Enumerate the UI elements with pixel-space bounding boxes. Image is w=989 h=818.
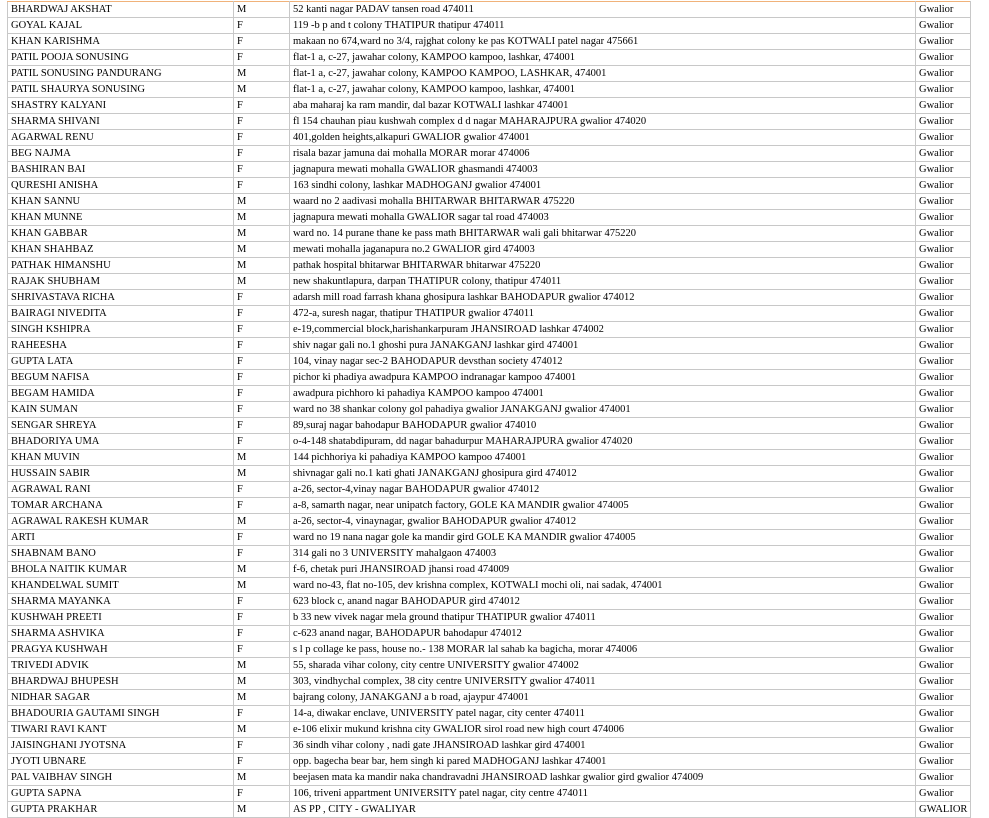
address-cell[interactable]: b 33 new vivek nagar mela ground thatipur THATIPUR gwalior 474011 bbox=[290, 610, 916, 626]
address-cell[interactable]: flat-1 a, c-27, jawahar colony, KAMPOO KAMPOO, LASHKAR, 474001 bbox=[290, 66, 916, 82]
address-cell[interactable]: 303, vindhychal complex, 38 city centre UNIVERSITY gwalior 474011 bbox=[290, 674, 916, 690]
address-cell[interactable]: 89,suraj nagar bahodapur BAHODAPUR gwalior 474010 bbox=[290, 418, 916, 434]
table-row bbox=[8, 658, 971, 674]
gender-cell[interactable]: F bbox=[234, 146, 290, 162]
gender-cell[interactable]: M bbox=[234, 450, 290, 466]
table-row bbox=[8, 194, 971, 210]
city-cell[interactable]: Gwalior bbox=[916, 482, 971, 498]
address-cell[interactable]: c-623 anand nagar, BAHODAPUR bahodapur 474012 bbox=[290, 626, 916, 642]
table-row bbox=[8, 546, 971, 562]
table-row bbox=[8, 322, 971, 338]
gender-cell[interactable]: M bbox=[234, 2, 290, 18]
address-cell[interactable]: pathak hospital bhitarwar BHITARWAR bhitarwar 475220 bbox=[290, 258, 916, 274]
gender-cell[interactable]: M bbox=[234, 690, 290, 706]
table-body bbox=[8, 2, 971, 818]
city-cell[interactable]: Gwalior bbox=[916, 50, 971, 66]
address-cell[interactable]: 401,golden heights,alkapuri GWALIOR gwalior 474001 bbox=[290, 130, 916, 146]
name-cell[interactable]: BEGUM NAFISA bbox=[8, 370, 234, 386]
table-row bbox=[8, 626, 971, 642]
city-cell[interactable]: Gwalior bbox=[916, 338, 971, 354]
city-cell[interactable]: Gwalior bbox=[916, 674, 971, 690]
address-cell[interactable]: new shakuntlapura, darpan THATIPUR colony, thatipur 474011 bbox=[290, 274, 916, 290]
city-cell[interactable]: Gwalior bbox=[916, 146, 971, 162]
address-cell[interactable]: 55, sharada vihar colony, city centre UNIVERSITY gwalior 474002 bbox=[290, 658, 916, 674]
gender-cell[interactable]: M bbox=[234, 770, 290, 786]
city-cell[interactable]: Gwalior bbox=[916, 226, 971, 242]
city-cell[interactable]: GWALIOR bbox=[916, 802, 971, 818]
table-row bbox=[8, 642, 971, 658]
table-row bbox=[8, 258, 971, 274]
address-cell[interactable]: flat-1 a, c-27, jawahar colony, KAMPOO kampoo, lashkar, 474001 bbox=[290, 82, 916, 98]
address-cell[interactable]: 163 sindhi colony, lashkar MADHOGANJ gwalior 474001 bbox=[290, 178, 916, 194]
address-cell[interactable]: e-106 elixir mukund krishna city GWALIOR sirol road new high court 474006 bbox=[290, 722, 916, 738]
gender-cell[interactable]: M bbox=[234, 674, 290, 690]
table-row bbox=[8, 18, 971, 34]
city-cell[interactable]: Gwalior bbox=[916, 738, 971, 754]
city-cell[interactable]: Gwalior bbox=[916, 98, 971, 114]
city-cell[interactable]: Gwalior bbox=[916, 34, 971, 50]
name-cell[interactable]: SHRIVASTAVA RICHA bbox=[8, 290, 234, 306]
gender-cell[interactable]: F bbox=[234, 114, 290, 130]
name-cell[interactable]: KHAN SANNU bbox=[8, 194, 234, 210]
name-cell[interactable]: KHAN MUVIN bbox=[8, 450, 234, 466]
address-cell[interactable]: flat-1 a, c-27, jawahar colony, KAMPOO kampoo, lashkar, 474001 bbox=[290, 50, 916, 66]
gender-cell[interactable]: F bbox=[234, 642, 290, 658]
name-cell[interactable]: AGARWAL RENU bbox=[8, 130, 234, 146]
name-cell[interactable]: KHAN MUNNE bbox=[8, 210, 234, 226]
name-cell[interactable]: BASHIRAN BAI bbox=[8, 162, 234, 178]
address-cell[interactable]: ward no. 14 purane thane ke pass math BHITARWAR wali gali bhitarwar 475220 bbox=[290, 226, 916, 242]
name-cell[interactable]: PATIL POOJA SONUSING bbox=[8, 50, 234, 66]
city-cell[interactable]: Gwalior bbox=[916, 242, 971, 258]
address-cell[interactable]: 472-a, suresh nagar, thatipur THATIPUR gwalior 474011 bbox=[290, 306, 916, 322]
name-cell[interactable]: BHARDWAJ AKSHAT bbox=[8, 2, 234, 18]
city-cell[interactable]: Gwalior bbox=[916, 258, 971, 274]
address-cell[interactable]: jagnapura mewati mohalla GWALIOR sagar tal road 474003 bbox=[290, 210, 916, 226]
name-cell[interactable]: SENGAR SHREYA bbox=[8, 418, 234, 434]
name-cell[interactable]: PRAGYA KUSHWAH bbox=[8, 642, 234, 658]
name-cell[interactable]: SHARMA MAYANKA bbox=[8, 594, 234, 610]
address-cell[interactable]: shivnagar gali no.1 kati ghati JANAKGANJ ghosipura gird 474012 bbox=[290, 466, 916, 482]
gender-cell[interactable]: F bbox=[234, 482, 290, 498]
name-cell[interactable]: SHARMA SHIVANI bbox=[8, 114, 234, 130]
name-cell[interactable]: PATIL SONUSING PANDURANG bbox=[8, 66, 234, 82]
address-cell[interactable]: 36 sindh vihar colony , nadi gate JHANSIROAD lashkar gird 474001 bbox=[290, 738, 916, 754]
name-cell[interactable]: SHABNAM BANO bbox=[8, 546, 234, 562]
name-cell[interactable]: BHADOURIA GAUTAMI SINGH bbox=[8, 706, 234, 722]
name-cell[interactable]: KHANDELWAL SUMIT bbox=[8, 578, 234, 594]
address-cell[interactable]: pichor ki phadiya awadpura KAMPOO indranagar kampoo 474001 bbox=[290, 370, 916, 386]
table-row bbox=[8, 306, 971, 322]
city-cell[interactable]: Gwalior bbox=[916, 466, 971, 482]
table-row bbox=[8, 754, 971, 770]
table-row bbox=[8, 178, 971, 194]
table-row bbox=[8, 514, 971, 530]
address-cell[interactable]: makaan no 674,ward no 3/4, rajghat colony ke pas KOTWALI patel nagar 475661 bbox=[290, 34, 916, 50]
address-cell[interactable]: a-26, sector-4, vinaynagar, gwalior BAHODAPUR gwalior 474012 bbox=[290, 514, 916, 530]
gender-cell[interactable]: M bbox=[234, 274, 290, 290]
address-cell[interactable]: 52 kanti nagar PADAV tansen road 474011 bbox=[290, 2, 916, 18]
address-cell[interactable]: f-6, chetak puri JHANSIROAD jhansi road 474009 bbox=[290, 562, 916, 578]
address-cell[interactable]: ward no 38 shankar colony gol pahadiya gwalior JANAKGANJ gwalior 474001 bbox=[290, 402, 916, 418]
gender-cell[interactable]: F bbox=[234, 418, 290, 434]
city-cell[interactable]: Gwalior bbox=[916, 786, 971, 802]
city-cell[interactable]: Gwalior bbox=[916, 274, 971, 290]
gender-cell[interactable]: F bbox=[234, 50, 290, 66]
table-row bbox=[8, 706, 971, 722]
table-row bbox=[8, 498, 971, 514]
gender-cell[interactable]: M bbox=[234, 722, 290, 738]
name-cell[interactable]: KAIN SUMAN bbox=[8, 402, 234, 418]
table-row bbox=[8, 226, 971, 242]
table-row bbox=[8, 466, 971, 482]
gender-cell[interactable]: F bbox=[234, 546, 290, 562]
name-cell[interactable]: TOMAR ARCHANA bbox=[8, 498, 234, 514]
name-cell[interactable]: QURESHI ANISHA bbox=[8, 178, 234, 194]
address-cell[interactable]: adarsh mill road farrash khana ghosipura lashkar BAHODAPUR gwalior 474012 bbox=[290, 290, 916, 306]
address-cell[interactable]: a-8, samarth nagar, near unipatch factory, GOLE KA MANDIR gwalior 474005 bbox=[290, 498, 916, 514]
table-row bbox=[8, 450, 971, 466]
address-cell[interactable]: ward no-43, flat no-105, dev krishna complex, KOTWALI mochi oli, nai sadak, 474001 bbox=[290, 578, 916, 594]
gender-cell[interactable]: M bbox=[234, 578, 290, 594]
city-cell[interactable]: Gwalior bbox=[916, 402, 971, 418]
gender-cell[interactable]: M bbox=[234, 66, 290, 82]
address-cell[interactable]: aba maharaj ka ram mandir, dal bazar KOTWALI lashkar 474001 bbox=[290, 98, 916, 114]
name-cell[interactable]: ARTI bbox=[8, 530, 234, 546]
gender-cell[interactable]: F bbox=[234, 706, 290, 722]
name-cell[interactable]: BAIRAGI NIVEDITA bbox=[8, 306, 234, 322]
table-row bbox=[8, 610, 971, 626]
name-cell[interactable]: SHARMA ASHVIKA bbox=[8, 626, 234, 642]
address-cell[interactable]: shiv nagar gali no.1 ghoshi pura JANAKGANJ lashkar gird 474001 bbox=[290, 338, 916, 354]
city-cell[interactable]: Gwalior bbox=[916, 770, 971, 786]
city-cell[interactable]: Gwalior bbox=[916, 498, 971, 514]
address-cell[interactable]: jagnapura mewati mohalla GWALIOR ghasmandi 474003 bbox=[290, 162, 916, 178]
name-cell[interactable]: JYOTI UBNARE bbox=[8, 754, 234, 770]
gender-cell[interactable]: F bbox=[234, 386, 290, 402]
name-cell[interactable]: KHAN KARISHMA bbox=[8, 34, 234, 50]
table-row bbox=[8, 162, 971, 178]
table-row bbox=[8, 146, 971, 162]
city-cell[interactable]: Gwalior bbox=[916, 306, 971, 322]
address-cell[interactable]: 314 gali no 3 UNIVERSITY mahalgaon 474003 bbox=[290, 546, 916, 562]
city-cell[interactable]: Gwalior bbox=[916, 162, 971, 178]
name-cell[interactable]: BHADORIYA UMA bbox=[8, 434, 234, 450]
gender-cell[interactable]: F bbox=[234, 738, 290, 754]
city-cell[interactable]: Gwalior bbox=[916, 370, 971, 386]
address-cell[interactable]: 14-a, diwakar enclave, UNIVERSITY patel nagar, city center 474011 bbox=[290, 706, 916, 722]
gender-cell[interactable]: M bbox=[234, 658, 290, 674]
address-cell[interactable]: 144 pichhoriya ki pahadiya KAMPOO kampoo 474001 bbox=[290, 450, 916, 466]
address-cell[interactable]: risala bazar jamuna dai mohalla MORAR morar 474006 bbox=[290, 146, 916, 162]
table-row bbox=[8, 562, 971, 578]
name-cell[interactable]: GOYAL KAJAL bbox=[8, 18, 234, 34]
name-cell[interactable]: TIWARI RAVI KANT bbox=[8, 722, 234, 738]
city-cell[interactable]: Gwalior bbox=[916, 386, 971, 402]
city-cell[interactable]: Gwalior bbox=[916, 434, 971, 450]
city-cell[interactable]: Gwalior bbox=[916, 290, 971, 306]
table-row bbox=[8, 674, 971, 690]
address-cell[interactable]: 104, vinay nagar sec-2 BAHODAPUR devsthan society 474012 bbox=[290, 354, 916, 370]
name-cell[interactable]: GUPTA SAPNA bbox=[8, 786, 234, 802]
name-cell[interactable]: BHARDWAJ BHUPESH bbox=[8, 674, 234, 690]
gender-cell[interactable]: M bbox=[234, 562, 290, 578]
address-cell[interactable]: o-4-148 shatabdipuram, dd nagar bahadurpur MAHARAJPURA gwalior 474020 bbox=[290, 434, 916, 450]
city-cell[interactable]: Gwalior bbox=[916, 66, 971, 82]
city-cell[interactable]: Gwalior bbox=[916, 610, 971, 626]
name-cell[interactable]: RAHEESHA bbox=[8, 338, 234, 354]
table-row bbox=[8, 370, 971, 386]
table-row bbox=[8, 402, 971, 418]
name-cell[interactable]: RAJAK SHUBHAM bbox=[8, 274, 234, 290]
gender-cell[interactable]: F bbox=[234, 530, 290, 546]
name-cell[interactable]: NIDHAR SAGAR bbox=[8, 690, 234, 706]
city-cell[interactable]: Gwalior bbox=[916, 690, 971, 706]
name-cell[interactable]: GUPTA PRAKHAR bbox=[8, 802, 234, 818]
name-cell[interactable]: KUSHWAH PREETI bbox=[8, 610, 234, 626]
name-cell[interactable]: BEG NAJMA bbox=[8, 146, 234, 162]
table-row bbox=[8, 114, 971, 130]
gender-cell[interactable]: F bbox=[234, 18, 290, 34]
gender-cell[interactable]: F bbox=[234, 786, 290, 802]
address-cell[interactable]: 119 -b p and t colony THATIPUR thatipur 474011 bbox=[290, 18, 916, 34]
gender-cell[interactable]: F bbox=[234, 34, 290, 50]
name-cell[interactable]: GUPTA LATA bbox=[8, 354, 234, 370]
city-cell[interactable]: Gwalior bbox=[916, 450, 971, 466]
gender-cell[interactable]: M bbox=[234, 82, 290, 98]
address-cell[interactable]: a-26, sector-4,vinay nagar BAHODAPUR gwalior 474012 bbox=[290, 482, 916, 498]
table-row bbox=[8, 802, 971, 818]
address-cell[interactable]: waard no 2 aadivasi mohalla BHITARWAR BHITARWAR 475220 bbox=[290, 194, 916, 210]
name-cell[interactable]: PATIL SHAURYA SONUSING bbox=[8, 82, 234, 98]
gender-cell[interactable]: M bbox=[234, 466, 290, 482]
city-cell[interactable]: Gwalior bbox=[916, 658, 971, 674]
city-cell[interactable]: Gwalior bbox=[916, 530, 971, 546]
table-row bbox=[8, 242, 971, 258]
city-cell[interactable]: Gwalior bbox=[916, 178, 971, 194]
gender-cell[interactable]: M bbox=[234, 258, 290, 274]
city-cell[interactable]: Gwalior bbox=[916, 594, 971, 610]
name-cell[interactable]: BEGAM HAMIDA bbox=[8, 386, 234, 402]
city-cell[interactable]: Gwalior bbox=[916, 114, 971, 130]
gender-cell[interactable]: M bbox=[234, 226, 290, 242]
table-row bbox=[8, 274, 971, 290]
city-cell[interactable]: Gwalior bbox=[916, 18, 971, 34]
table-row bbox=[8, 210, 971, 226]
gender-cell[interactable]: F bbox=[234, 434, 290, 450]
city-cell[interactable]: Gwalior bbox=[916, 210, 971, 226]
table-row bbox=[8, 690, 971, 706]
city-cell[interactable]: Gwalior bbox=[916, 754, 971, 770]
gender-cell[interactable]: F bbox=[234, 338, 290, 354]
gender-cell[interactable]: F bbox=[234, 162, 290, 178]
city-cell[interactable]: Gwalior bbox=[916, 562, 971, 578]
gender-cell[interactable]: F bbox=[234, 130, 290, 146]
city-cell[interactable]: Gwalior bbox=[916, 418, 971, 434]
gender-cell[interactable]: F bbox=[234, 98, 290, 114]
address-cell[interactable]: ward no 19 nana nagar gole ka mandir gird GOLE KA MANDIR gwalior 474005 bbox=[290, 530, 916, 546]
table-row bbox=[8, 770, 971, 786]
name-cell[interactable]: HUSSAIN SABIR bbox=[8, 466, 234, 482]
table-row bbox=[8, 722, 971, 738]
name-cell[interactable]: AGRAWAL RANI bbox=[8, 482, 234, 498]
address-cell[interactable]: s l p collage ke pass, house no.- 138 MORAR lal sahab ka bagicha, morar 474006 bbox=[290, 642, 916, 658]
city-cell[interactable]: Gwalior bbox=[916, 514, 971, 530]
address-cell[interactable]: awadpura pichhoro ki pahadiya KAMPOO kampoo 474001 bbox=[290, 386, 916, 402]
gender-cell[interactable]: F bbox=[234, 498, 290, 514]
name-cell[interactable]: PATHAK HIMANSHU bbox=[8, 258, 234, 274]
spreadsheet-table bbox=[7, 1, 971, 818]
address-cell[interactable]: mewati mohalla jaganapura no.2 GWALIOR gird 474003 bbox=[290, 242, 916, 258]
table-row bbox=[8, 738, 971, 754]
gender-cell[interactable]: F bbox=[234, 594, 290, 610]
gender-cell[interactable]: M bbox=[234, 194, 290, 210]
address-cell[interactable]: fl 154 chauhan piau kushwah complex d d nagar MAHARAJPURA gwalior 474020 bbox=[290, 114, 916, 130]
name-cell[interactable]: PAL VAIBHAV SINGH bbox=[8, 770, 234, 786]
table-row bbox=[8, 482, 971, 498]
city-cell[interactable]: Gwalior bbox=[916, 2, 971, 18]
address-cell[interactable]: e-19,commercial block,harishankarpuram JHANSIROAD lashkar 474002 bbox=[290, 322, 916, 338]
table-row bbox=[8, 82, 971, 98]
gender-cell[interactable]: F bbox=[234, 306, 290, 322]
address-cell[interactable]: 623 block c, anand nagar BAHODAPUR gird 474012 bbox=[290, 594, 916, 610]
table-row bbox=[8, 594, 971, 610]
city-cell[interactable]: Gwalior bbox=[916, 706, 971, 722]
city-cell[interactable]: Gwalior bbox=[916, 194, 971, 210]
table-row bbox=[8, 578, 971, 594]
table-row bbox=[8, 338, 971, 354]
table-row bbox=[8, 354, 971, 370]
name-cell[interactable]: KHAN SHAHBAZ bbox=[8, 242, 234, 258]
gender-cell[interactable]: M bbox=[234, 514, 290, 530]
name-cell[interactable]: JAISINGHANI JYOTSNA bbox=[8, 738, 234, 754]
gender-cell[interactable]: F bbox=[234, 610, 290, 626]
address-cell[interactable]: beejasen mata ka mandir naka chandravadni JHANSIROAD lashkar gwalior gird gwalior 474009 bbox=[290, 770, 916, 786]
gender-cell[interactable]: M bbox=[234, 802, 290, 818]
table-row bbox=[8, 386, 971, 402]
table-row bbox=[8, 98, 971, 114]
name-cell[interactable]: SHASTRY KALYANI bbox=[8, 98, 234, 114]
city-cell[interactable]: Gwalior bbox=[916, 322, 971, 338]
address-cell[interactable]: 106, triveni appartment UNIVERSITY patel nagar, city centre 474011 bbox=[290, 786, 916, 802]
name-cell[interactable]: BHOLA NAITIK KUMAR bbox=[8, 562, 234, 578]
table-row bbox=[8, 418, 971, 434]
gender-cell[interactable]: F bbox=[234, 754, 290, 770]
address-cell[interactable]: AS PP , CITY - GWALIYAR bbox=[290, 802, 916, 818]
table-row bbox=[8, 130, 971, 146]
gender-cell[interactable]: F bbox=[234, 354, 290, 370]
city-cell[interactable]: Gwalior bbox=[916, 722, 971, 738]
gender-cell[interactable]: F bbox=[234, 402, 290, 418]
address-cell[interactable]: opp. bagecha bear bar, hem singh ki pared MADHOGANJ lashkar 474001 bbox=[290, 754, 916, 770]
city-cell[interactable]: Gwalior bbox=[916, 578, 971, 594]
table-row bbox=[8, 434, 971, 450]
table-row bbox=[8, 2, 971, 18]
city-cell[interactable]: Gwalior bbox=[916, 546, 971, 562]
gender-cell[interactable]: M bbox=[234, 242, 290, 258]
name-cell[interactable]: SINGH KSHIPRA bbox=[8, 322, 234, 338]
table-row bbox=[8, 34, 971, 50]
table-row bbox=[8, 530, 971, 546]
city-cell[interactable]: Gwalior bbox=[916, 354, 971, 370]
table-row bbox=[8, 50, 971, 66]
gender-cell[interactable]: M bbox=[234, 210, 290, 226]
name-cell[interactable]: KHAN GABBAR bbox=[8, 226, 234, 242]
city-cell[interactable]: Gwalior bbox=[916, 82, 971, 98]
gender-cell[interactable]: F bbox=[234, 290, 290, 306]
name-cell[interactable]: TRIVEDI ADVIK bbox=[8, 658, 234, 674]
gender-cell[interactable]: F bbox=[234, 178, 290, 194]
city-cell[interactable]: Gwalior bbox=[916, 642, 971, 658]
table-row bbox=[8, 66, 971, 82]
gender-cell[interactable]: F bbox=[234, 370, 290, 386]
name-cell[interactable]: AGRAWAL RAKESH KUMAR bbox=[8, 514, 234, 530]
city-cell[interactable]: Gwalior bbox=[916, 130, 971, 146]
gender-cell[interactable]: F bbox=[234, 322, 290, 338]
city-cell[interactable]: Gwalior bbox=[916, 626, 971, 642]
table-row bbox=[8, 290, 971, 306]
address-cell[interactable]: bajrang colony, JANAKGANJ a b road, ajaypur 474001 bbox=[290, 690, 916, 706]
table-row bbox=[8, 786, 971, 802]
gender-cell[interactable]: F bbox=[234, 626, 290, 642]
